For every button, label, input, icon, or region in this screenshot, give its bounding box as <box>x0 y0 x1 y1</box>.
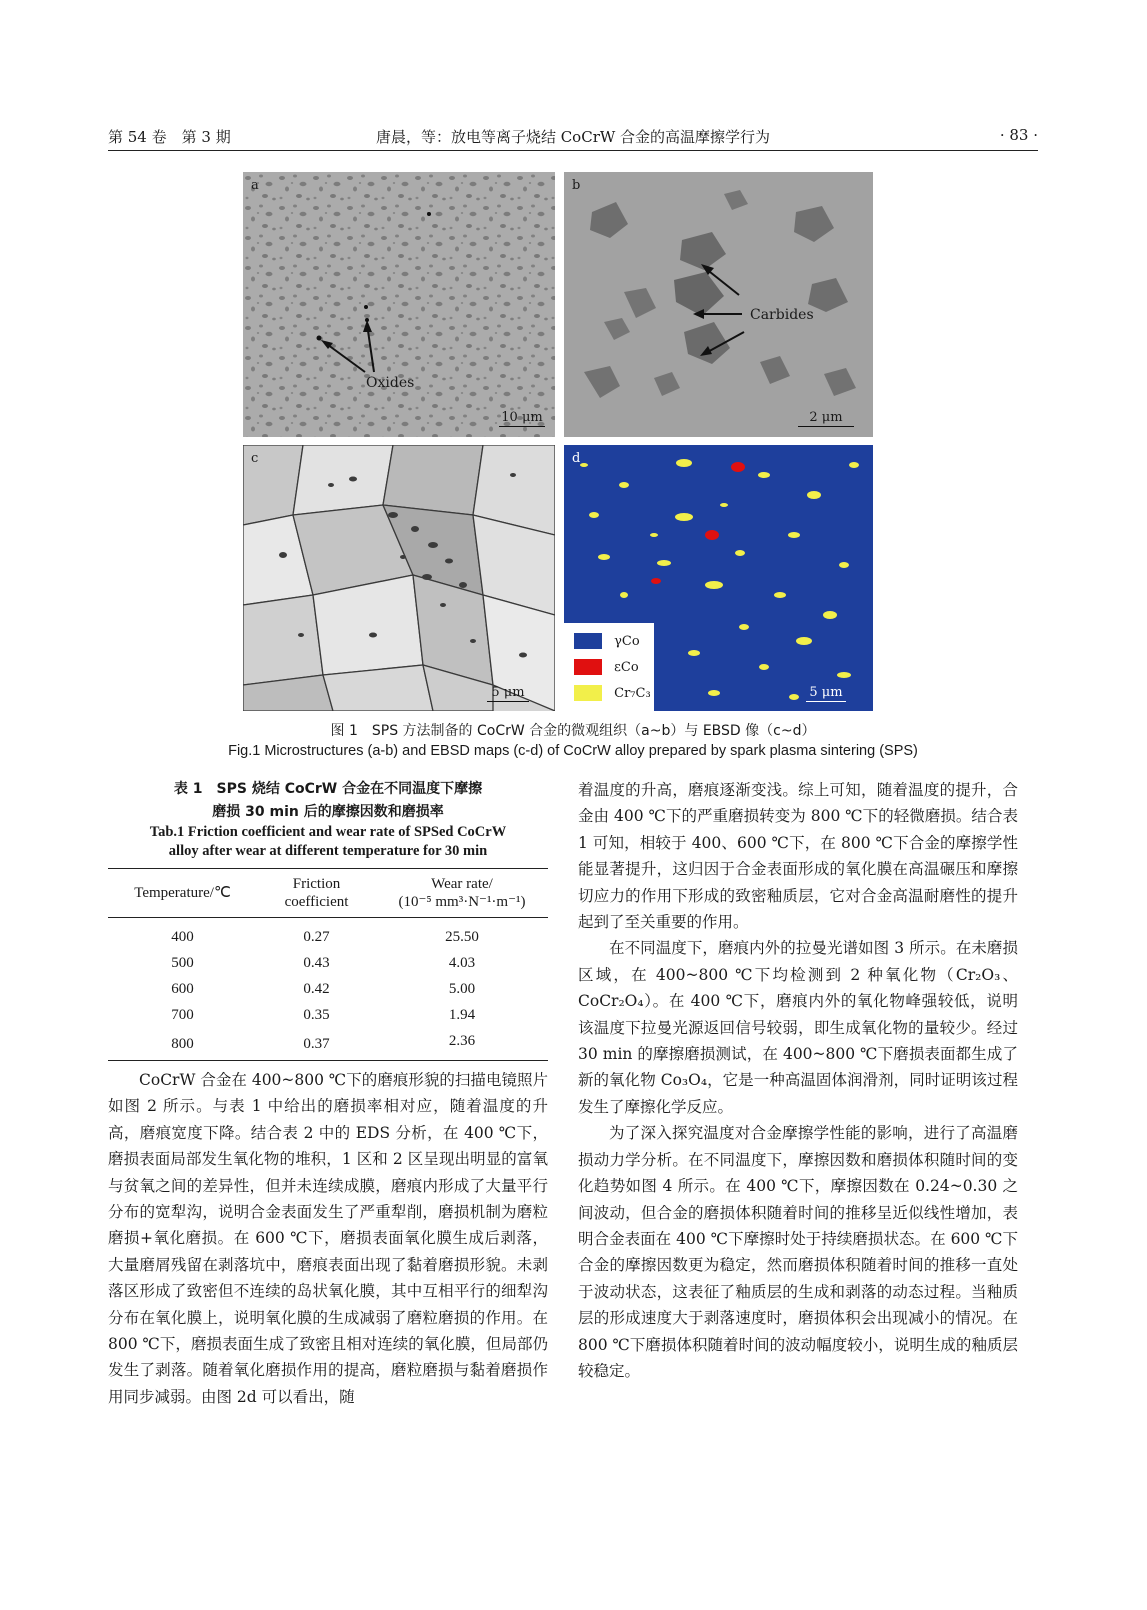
legend-label-gamma-co: γCo <box>614 633 640 649</box>
phase-legend <box>564 623 654 711</box>
panel-label-c: c <box>251 451 259 466</box>
legend-label-epsilon-co: εCo <box>614 659 639 675</box>
cell-wear-rate: 1.94 <box>448 1006 476 1023</box>
legend-item-epsilon-co <box>574 659 639 677</box>
legend-item-cr7c3 <box>574 685 651 703</box>
ebsd-band-contrast-map <box>243 445 555 711</box>
cell-friction: 0.37 <box>303 1035 330 1052</box>
cell-temperature: 700 <box>171 1006 194 1023</box>
table-caption-cn-line1: 表 1 SPS 烧结 CoCrW 合金在不同温度下摩擦 <box>173 781 483 797</box>
paragraph: CoCrW 合金在 400~800 ℃下的磨痕形貌的扫描电镜照片如图 2 所示。与表 1 中给出的磨损率相对应，随着温度的升高，磨痕宽度下降。结合表 2 中的 EDS 分析，在 400 ℃下，磨损表面局部发生氧化物的堆积，1 区和 2 区呈现出明显的富氧与贫氧之间的差异性，但并未连续成膜，磨痕内形成了大量平行分布的宽犁沟，说明合金表面发生了严重犁削，磨损机制为磨粒磨损+氧化磨损。在 600 ℃下，磨损表面氧化膜生成后剥落，大量磨屑残留在剥落坑中，磨痕表面出现了黏着磨损形貌。未剥落区形成了致密但不连续的岛状氧化膜，其中互相平行的细犁沟分布在氧化膜上，说明氧化膜的生成减弱了磨粒磨损的作用。在 800 ℃下，磨损表面生成了致密且相对连续的氧化膜，但局部仍发生了剥落。随着氧化磨损作用的提高，磨粒磨损与黏着磨损作用同步减弱。由图 2d 可以看出，随 <box>108 1071 548 1406</box>
scale-bar-d-label: 5 μm <box>809 685 843 700</box>
table-row <box>108 918 548 951</box>
cell-friction: 0.27 <box>303 928 330 945</box>
scale-bar-d <box>806 685 846 702</box>
figure-panel-c <box>243 445 555 711</box>
cell-wear-rate: 25.50 <box>445 928 479 945</box>
table-row <box>108 976 548 1002</box>
panel-label-d: d <box>572 451 581 466</box>
legend-label-cr7c3: Cr₇C₃ <box>614 685 651 701</box>
header-rule <box>108 150 1038 151</box>
panel-label-a: a <box>251 178 259 193</box>
scale-bar-c-label: 5 μm <box>491 685 525 700</box>
cell-wear-rate: 2.36 <box>448 1032 476 1049</box>
table-header-row <box>108 869 548 918</box>
paragraph: 在不同温度下，磨痕内外的拉曼光谱如图 3 所示。在未磨损区域，在 400~800 ℃下均检测到 2 种氧化物（Cr₂O₃、CoCr₂O₄）。在 400 ℃下，磨痕内外的氧化物峰强较低，说明该温度下拉曼光源返回信号较弱，即生成氧化物的量较少。经过 30 min 的摩擦磨损测试，在 400~800 ℃下磨损表面都生成了新的氧化物 Co₃O₄，它是一种高温固体润滑剂，同时证明该过程发生了摩擦化学反应。 <box>578 939 1018 1116</box>
figure-panel-b <box>564 172 873 437</box>
table-row <box>108 1028 548 1061</box>
paragraph: 为了深入探究温度对合金摩擦学性能的影响，进行了高温磨损动力学分析。在不同温度下，摩擦因数和磨损体积随时间的变化趋势如图 4 所示。在 400 ℃下，摩擦因数在 0.24~0.30 之间波动，但合金的磨损体积随着时间的推移呈近似线性增加，表明合金表面在 400 ℃下摩擦时处于持续磨损状态。在 600 ℃下合金的摩擦因数更为稳定，然而磨损体积随着时间的推移一直处于波动状态，这表征了釉质层的生成和剥落的动态过程。当釉质层的形成速度大于剥落速度时，磨损体积会出现减小的情况。在 800 ℃下磨损体积随着时间的波动幅度较小，说明生成的釉质层较稳定。 <box>578 1124 1018 1380</box>
legend-item-gamma-co <box>574 633 640 651</box>
cell-friction: 0.43 <box>303 954 330 971</box>
cell-temperature: 600 <box>171 980 194 997</box>
cell-friction: 0.42 <box>303 980 330 997</box>
scale-bar-b <box>798 410 854 427</box>
oxides-label: Oxides <box>366 375 415 391</box>
figure-caption-en: Fig.1 Microstructures (a-b) and EBSD maps (c-d) of CoCrW alloy prepared by spark plasma sintering (SPS) <box>228 743 918 759</box>
figure-panel-a <box>243 172 555 437</box>
scale-bar-b-label: 2 μm <box>809 410 843 425</box>
friction-wear-table <box>108 868 548 1061</box>
legend-swatch-gamma-co <box>574 633 602 649</box>
header-temperature: Temperature/℃ <box>108 869 257 918</box>
body-right-column <box>578 777 1018 1384</box>
legend-swatch-cr7c3 <box>574 685 602 701</box>
page-number: · 83 · <box>999 126 1038 144</box>
legend-swatch-epsilon-co <box>574 659 602 675</box>
table-row <box>108 950 548 976</box>
cell-temperature: 800 <box>171 1035 194 1052</box>
figure-caption-cn: 图 1 SPS 方法制备的 CoCrW 合金的微观组织（a~b）与 EBSD 像（c~d） <box>330 723 816 739</box>
header-wear-rate: Wear rate/ (10⁻⁵ mm³·N⁻¹·m⁻¹) <box>376 869 548 918</box>
table-caption-cn-line2: 磨损 30 min 后的摩擦因数和磨损率 <box>212 804 444 820</box>
paragraph: 着温度的升高，磨痕逐渐变浅。综上可知，随着温度的提升，合金由 400 ℃下的严重磨损转变为 800 ℃下的轻微磨损。结合表 1 可知，相较于 400、600 ℃下，在 800 ℃下合金的摩擦学性能显著提升，这归因于合金表面形成的氧化膜在高温碾压和摩擦切应力的作用下形成的致密釉质层，它对合金高温耐磨性的提升起到了至关重要的作用。 <box>578 781 1018 932</box>
table-caption-en-line2: alloy after wear at different temperature for 30 min <box>168 843 488 859</box>
running-title: 唐晨，等：放电等离子烧结 CoCrW 合金的高温摩擦学行为 <box>375 128 771 146</box>
header-friction: Friction coefficient <box>257 869 376 918</box>
cell-wear-rate: 5.00 <box>448 980 476 997</box>
running-header <box>108 126 1038 148</box>
cell-temperature: 400 <box>171 928 194 945</box>
scale-bar-a <box>499 410 545 427</box>
table-caption-en-line1: Tab.1 Friction coefficient and wear rate of SPSed CoCrW <box>149 824 507 840</box>
scale-bar-a-label: 10 μm <box>501 410 543 425</box>
sem-micrograph-b <box>564 172 873 437</box>
body-left-column <box>108 1067 548 1410</box>
cell-friction: 0.35 <box>303 1006 330 1023</box>
panel-label-b: b <box>572 178 581 193</box>
sem-micrograph-a <box>243 172 555 437</box>
table-row <box>108 1002 548 1028</box>
cell-temperature: 500 <box>171 954 194 971</box>
scale-bar-c <box>487 685 529 702</box>
volume-issue: 第 54 卷 第 3 期 <box>108 128 231 146</box>
carbides-label: Carbides <box>750 307 814 323</box>
cell-wear-rate: 4.03 <box>448 954 476 971</box>
figure-panel-d <box>564 445 873 711</box>
